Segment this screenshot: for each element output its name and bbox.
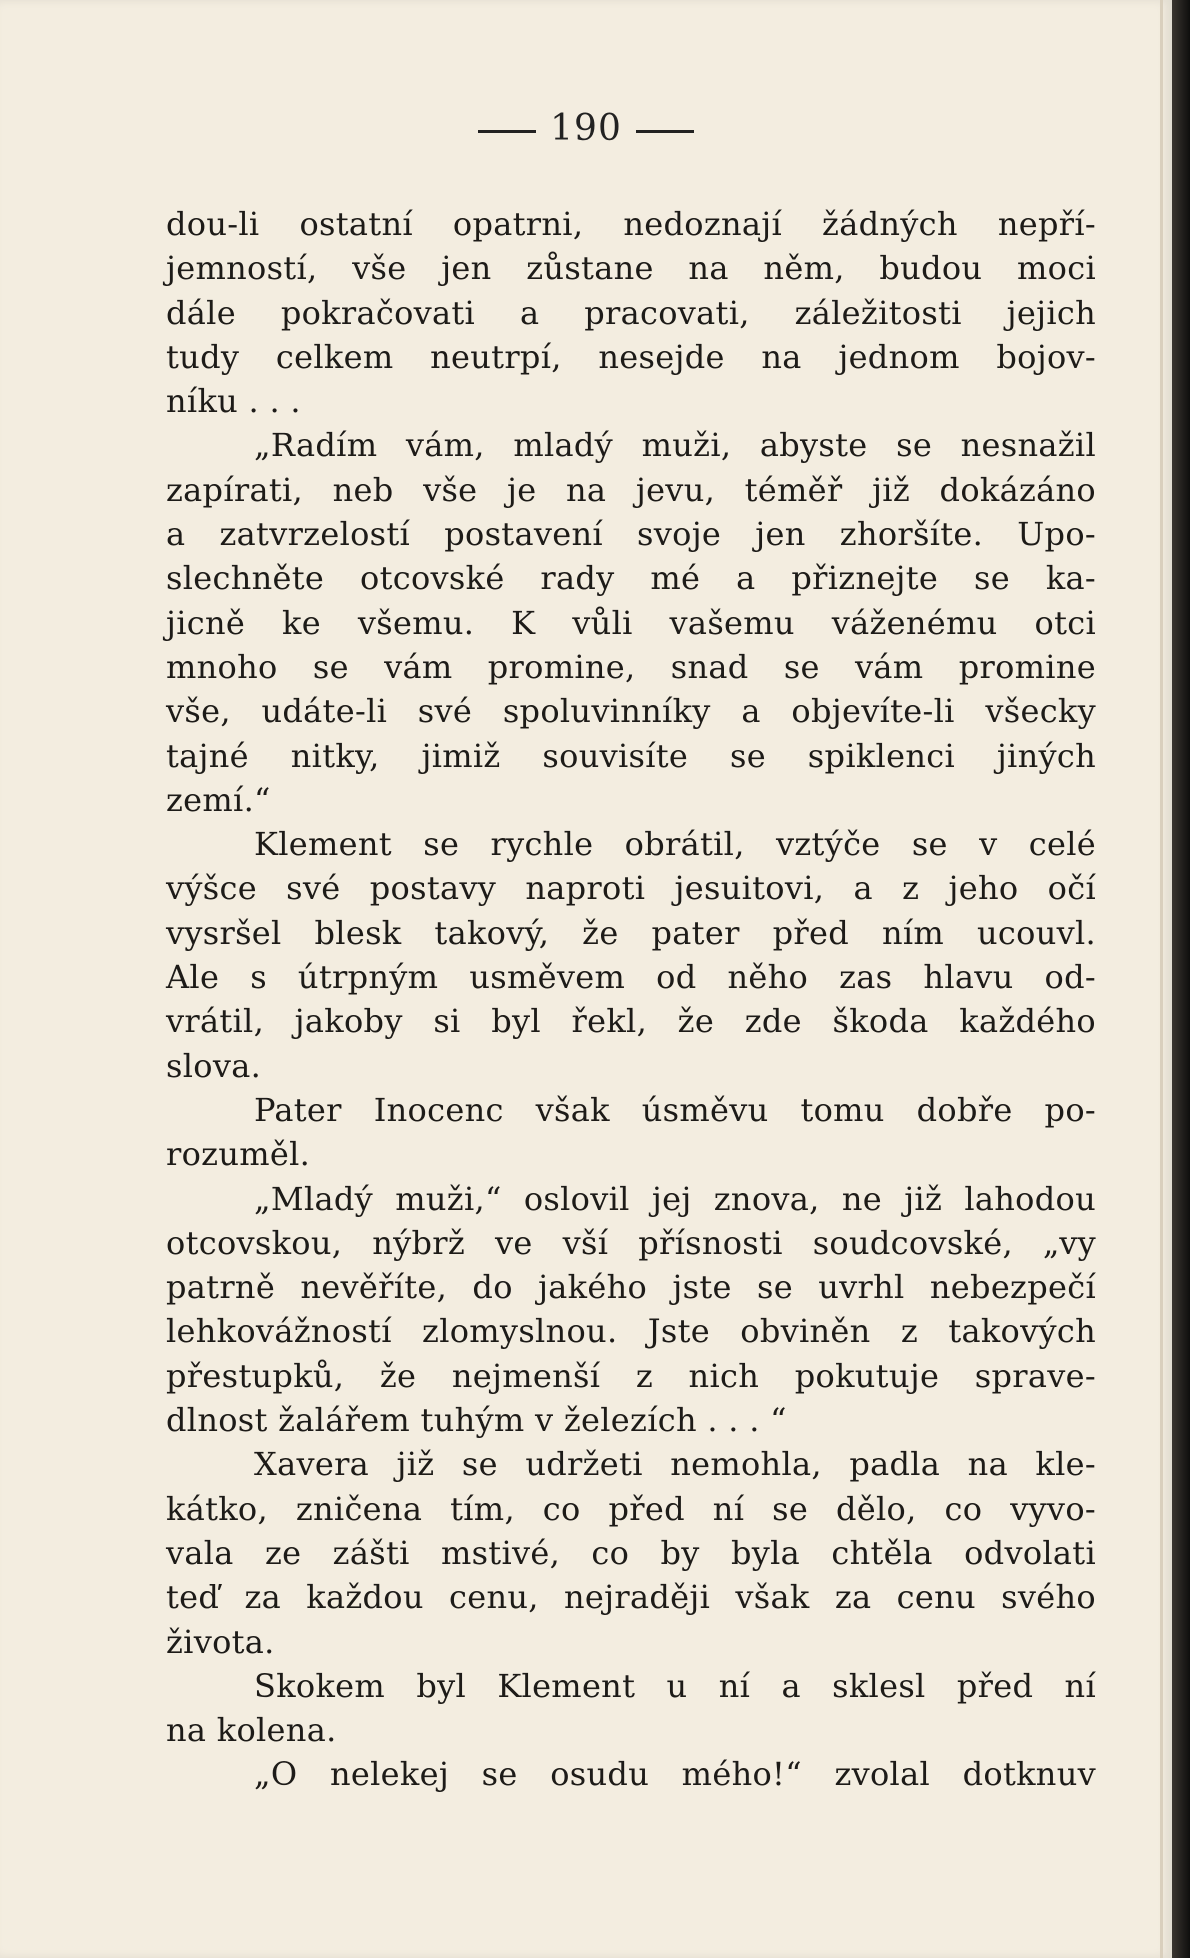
header-dash-left bbox=[478, 130, 536, 133]
text-line: Ale s útrpným usměvem od něho zas hlavu od- bbox=[166, 958, 1096, 997]
text-line: na kolena. bbox=[166, 1711, 337, 1750]
text-line: a zatvrzelostí postavení svoje jen zhoršíte. Upo- bbox=[166, 515, 1096, 554]
header-dash-right bbox=[636, 130, 694, 133]
page-gutter-line bbox=[1160, 0, 1163, 1958]
text-line: výšce své postavy naproti jesuitovi, a z jeho očí bbox=[166, 869, 1096, 908]
text-line: Pater Inocenc však úsměvu tomu dobře po- bbox=[254, 1090, 1096, 1129]
text-line: „O nelekej se osudu mého!“ zvolal dotknuv bbox=[254, 1755, 1096, 1794]
page-number: 190 bbox=[550, 108, 622, 149]
text-line: přestupků, že nejmenší z nich pokutuje sprave- bbox=[166, 1356, 1096, 1395]
text-line: vše, udáte-li své spoluvinníky a objevíte-li všecky bbox=[166, 692, 1096, 731]
text-line: dlnost žalářem tuhým v železích . . . “ bbox=[166, 1401, 787, 1440]
page-header bbox=[0, 108, 1172, 149]
text-line: slechněte otcovské rady mé a přiznejte se ka- bbox=[166, 559, 1096, 598]
text-line: teď za každou cenu, nejraději však za cenu svého bbox=[166, 1578, 1096, 1617]
body-text bbox=[166, 202, 1096, 1797]
page-edge-shadow bbox=[1172, 0, 1190, 1958]
text-line: „Mladý muži,“ oslovil jej znova, ne již lahodou bbox=[254, 1179, 1096, 1218]
text-line: Klement se rychle obrátil, vztýče se v celé bbox=[254, 825, 1096, 864]
text-line: jemností, vše jen zůstane na něm, budou moci bbox=[166, 249, 1096, 288]
text-line: Xavera již se udržeti nemohla, padla na kle- bbox=[254, 1445, 1096, 1484]
text-line: slova. bbox=[166, 1046, 262, 1085]
text-line: mnoho se vám promine, snad se vám promine bbox=[166, 647, 1096, 686]
text-line: zapírati, neb vše je na jevu, téměř již dokázáno bbox=[166, 470, 1096, 509]
text-line: dále pokračovati a pracovati, záležitosti jejich bbox=[166, 293, 1096, 332]
text-line: kátko, zničena tím, co před ní se dělo, co vyvo- bbox=[166, 1489, 1096, 1528]
text-line: otcovskou, nýbrž ve vší přísnosti soudcovské, „vy bbox=[166, 1223, 1096, 1262]
text-line: Skokem byl Klement u ní a sklesl před ní bbox=[254, 1666, 1096, 1705]
text-line: života. bbox=[166, 1622, 275, 1661]
text-line: zemí.“ bbox=[166, 780, 271, 819]
text-line: vala ze zášti mstivé, co by byla chtěla odvolati bbox=[166, 1533, 1096, 1572]
text-line: rozuměl. bbox=[166, 1135, 311, 1174]
text-line: jicně ke všemu. K vůli vašemu váženému otci bbox=[166, 603, 1096, 642]
text-line: „Radím vám, mladý muži, abyste se nesnažil bbox=[254, 426, 1096, 465]
text-line: níku . . . bbox=[166, 382, 301, 421]
text-line: tudy celkem neutrpí, nesejde na jednom bojov- bbox=[166, 337, 1096, 376]
text-line: dou-li ostatní opatrni, nedoznají žádných nepří- bbox=[166, 205, 1096, 243]
text-line: tajné nitky, jimiž souvisíte se spiklenci jiných bbox=[166, 736, 1096, 775]
text-line: patrně nevěříte, do jakého jste se uvrhl nebezpečí bbox=[166, 1268, 1096, 1307]
text-line: vysršel blesk takový, že pater před ním ucouvl. bbox=[166, 913, 1096, 952]
text-line: lehkovážností zlomyslnou. Jste obviněn z takových bbox=[166, 1312, 1096, 1351]
text-line: vrátil, jakoby si byl řekl, že zde škoda každého bbox=[166, 1002, 1096, 1041]
